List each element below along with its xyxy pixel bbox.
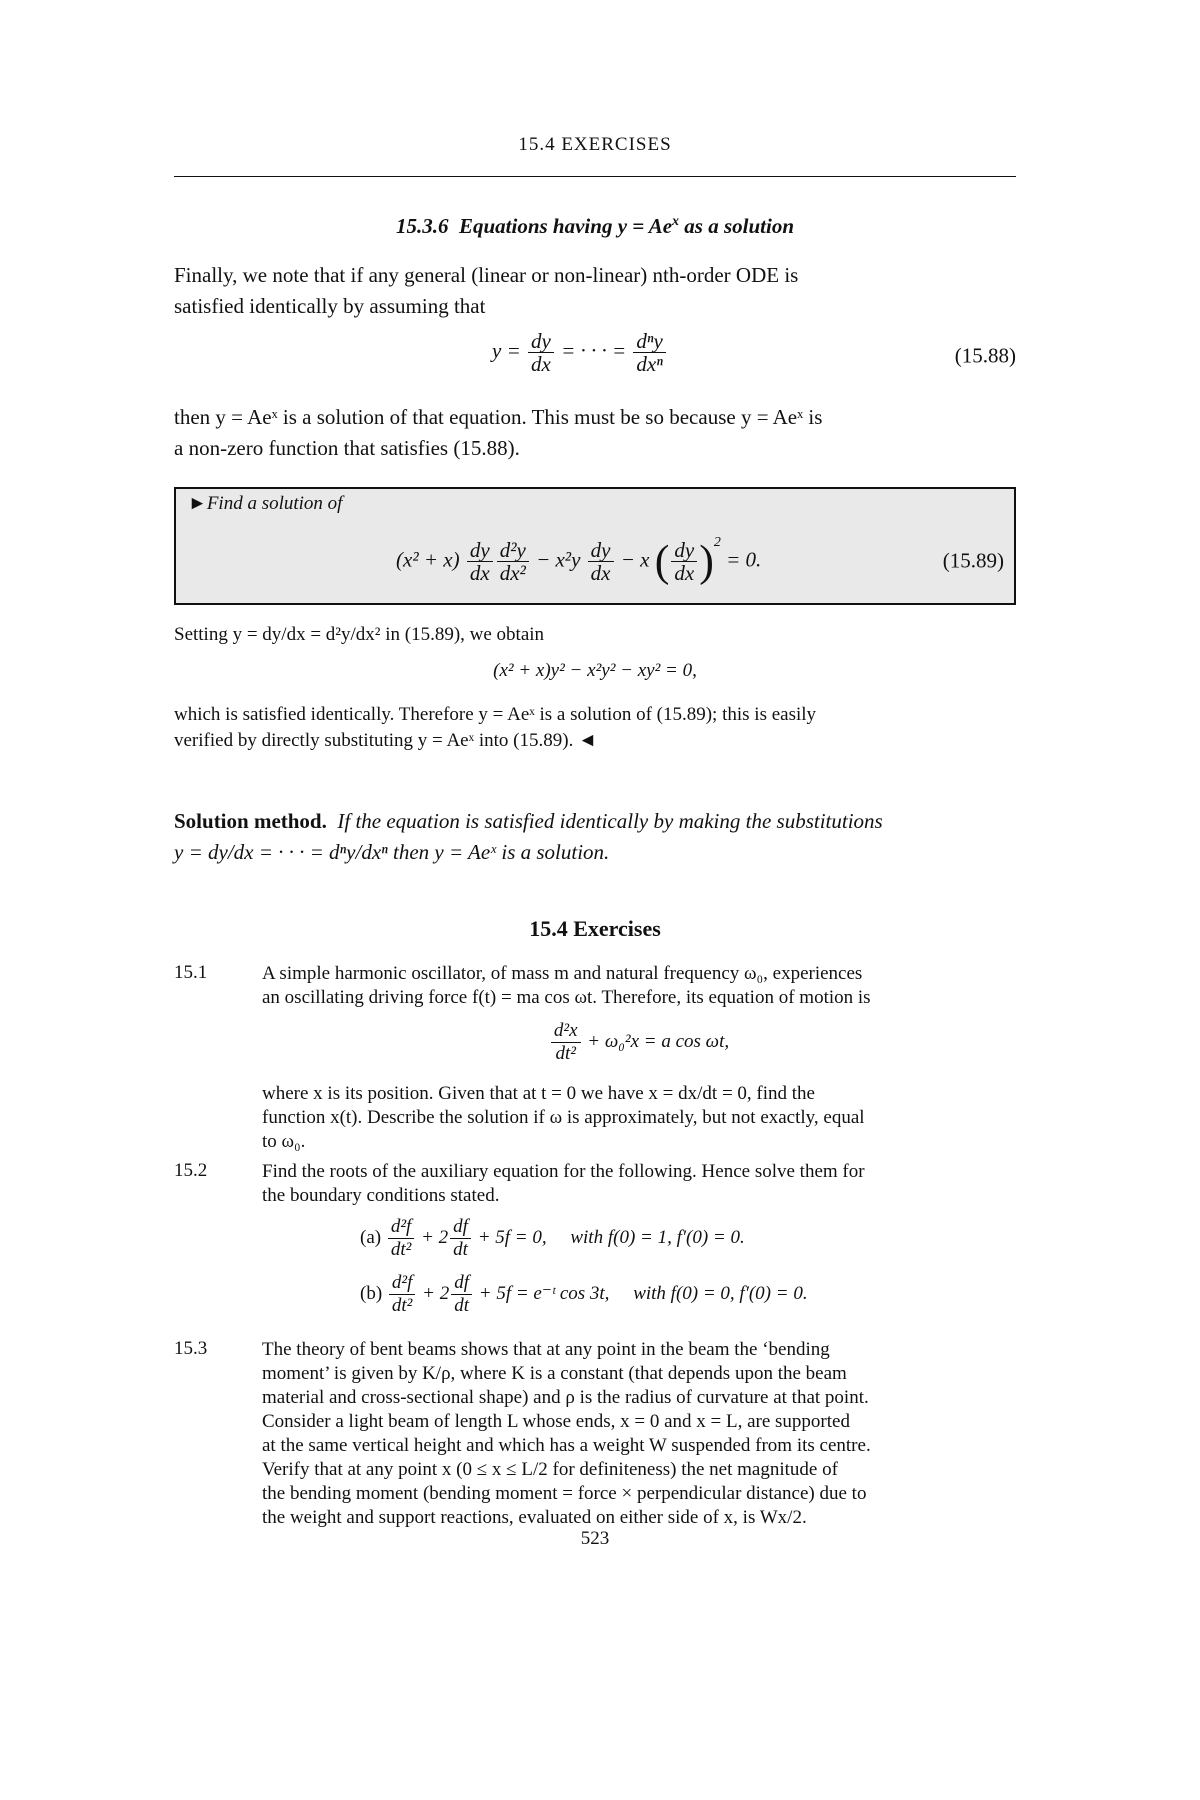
intro-after-line-1: then y = Aeˣ is a solution of that equation. This must be so because y = Aeˣ is [174, 405, 823, 429]
running-head: 15.4 EXERCISES [518, 134, 672, 155]
part-a-fraction-2 [450, 1216, 471, 1261]
eq89-number: (15.89) [942, 548, 1004, 573]
eq89-fraction-1 [467, 539, 493, 584]
eq88-lhs: y = [492, 338, 521, 363]
part-a-frac2-numerator: df [450, 1216, 471, 1239]
method-line-1 [174, 806, 1016, 837]
eq89-frac4-numerator: dy [671, 539, 697, 562]
method-text-2: y = dy/dx = · · · = dⁿy/dxⁿ then y = Aeˣ is a solution. [174, 840, 610, 864]
eq89-fraction-4 [671, 539, 697, 584]
subsection-title-math: y = Ae [617, 214, 673, 238]
subsection-title-sup: x [672, 214, 680, 229]
ex1-equation [549, 1020, 730, 1064]
exercise-15-3-line-5: at the same vertical height and which has a weight W suspended from its centre. [262, 1435, 871, 1456]
exercise-15-2-line-1: Find the roots of the auxiliary equation for the following. Hence solve them for [262, 1161, 865, 1182]
eq88-fraction-1 [528, 330, 554, 375]
ex1-frac-denominator: dt² [555, 1043, 576, 1064]
eq89-fraction-2 [497, 539, 529, 584]
eq88-middle: = · · · = [561, 338, 627, 363]
intro-paragraph [174, 260, 1016, 322]
eq89-frac2-denominator: dx² [499, 561, 526, 585]
eq88-frac2-numerator: dⁿy [633, 330, 665, 353]
intro-line-2: satisfied identically by assuming that [174, 294, 486, 318]
ex1-frac-numerator: d²x [551, 1020, 581, 1043]
exercise-15-3-line-1: The theory of bent beams shows that at any point in the beam the ‘bending [262, 1339, 830, 1360]
exercise-15-2-line-2: the boundary conditions stated. [262, 1185, 500, 1206]
part-b-frac2-numerator: df [451, 1272, 472, 1295]
part-a-mid: + 2 [421, 1226, 449, 1248]
part-b-label: (b) [360, 1282, 383, 1304]
exercise-15-3-line-2: moment’ is given by K/ρ, where K is a constant (that depends upon the beam [262, 1363, 847, 1384]
exercises-heading: 15.4 Exercises [529, 916, 661, 941]
header-rule [174, 176, 1016, 177]
example-prompt-text: Find a solution of [206, 493, 343, 514]
part-b-frac1-numerator: d²f [389, 1272, 415, 1295]
ex1-equation-rest: + ω₀²x = a cos ωt, [587, 1030, 730, 1052]
worked-example-box [174, 487, 1016, 605]
part-b-fraction-1 [389, 1272, 415, 1317]
exercise-15-1-line-1: A simple harmonic oscillator, of mass m and natural frequency ω₀, experiences [262, 963, 863, 984]
eq89-expression [396, 535, 762, 586]
intro-continuation [174, 402, 1016, 464]
part-a-label: (a) [360, 1226, 382, 1248]
eq89-power: 2 [713, 535, 721, 551]
working-line-3: verified by directly substituting y = Aeˣ into (15.89). [174, 730, 574, 751]
method-text-1: If the equation is satisfied identically by making the substitutions [337, 809, 883, 833]
part-a-frac2-denominator: dt [453, 1239, 468, 1260]
part-b-mid: + 2 [422, 1282, 450, 1304]
eq89-left-paren: ( [654, 536, 670, 586]
equation-15-88 [174, 326, 1016, 386]
eq88-frac1-denominator: dx [531, 352, 551, 376]
method-label: Solution method. [174, 809, 327, 833]
subsection-title-prefix: Equations having [458, 214, 618, 238]
eq89-frac1-denominator: dx [469, 561, 490, 585]
eq89-frac1-numerator: dy [467, 539, 493, 562]
part-a-fraction-1 [388, 1216, 414, 1261]
page-number: 523 [580, 1528, 610, 1549]
exercise-15-3-line-7: the bending moment (bending moment = force × perpendicular distance) due to [262, 1483, 867, 1504]
part-b-rest: + 5f = e⁻ᵗ cos 3t, [478, 1282, 610, 1304]
eq89-frac4-denominator: dx [674, 561, 695, 585]
example-end-marker: ◄ [578, 730, 597, 751]
part-b-frac2-denominator: dt [454, 1295, 469, 1316]
subsection-heading [174, 214, 1016, 239]
part-b-condition: with f(0) = 0, f′(0) = 0. [633, 1282, 808, 1304]
working-conclusion [174, 702, 1016, 754]
intro-after-line-2: a non-zero function that satisfies (15.88). [174, 436, 520, 460]
exercise-15-1-after-3: to ω₀. [262, 1131, 306, 1152]
subsection-title-suffix: as a solution [679, 214, 795, 238]
eq89-part-2: − x²y [536, 547, 581, 572]
exercise-15-2-part-b [360, 1272, 980, 1317]
eq89-frac2-numerator: d²y [497, 539, 529, 562]
example-prompt [188, 493, 342, 515]
exercise-15-2-text [262, 1160, 1016, 1208]
exercise-15-1-text [262, 962, 1016, 1010]
exercise-number-15-2: 15.2 [174, 1160, 208, 1181]
exercise-15-3-text [262, 1338, 1016, 1530]
eq89-right-paren: ) [699, 536, 714, 586]
exercise-15-3-line-8: the weight and support reactions, evaluated on either side of x, is Wx/2. [262, 1507, 807, 1528]
exercise-15-1-after-2: function x(t). Describe the solution if ω is approximately, but not exactly, equal [262, 1107, 865, 1128]
working-line-3-wrap [174, 728, 1016, 754]
part-a-condition: with f(0) = 1, f′(0) = 0. [570, 1226, 745, 1248]
example-start-marker: ► [188, 493, 207, 514]
exercise-15-1-followup [262, 1082, 1016, 1154]
exercise-number-15-3: 15.3 [174, 1338, 208, 1359]
equation-15-89 [176, 531, 1014, 591]
exercise-15-3-line-4: Consider a light beam of length L whose ends, x = 0 and x = L, are supported [262, 1411, 850, 1432]
working-display-equation: (x² + x)y² − x²y² − xy² = 0, [493, 660, 697, 681]
eq89-fraction-3 [588, 539, 614, 584]
exercise-15-3-line-6: Verify that at any point x (0 ≤ x ≤ L/2 for definiteness) the net magnitude of [262, 1459, 838, 1480]
exercise-15-1-line-2: an oscillating driving force f(t) = ma cos ωt. Therefore, its equation of motion is [262, 987, 871, 1008]
exercise-15-1-equation [262, 1020, 1016, 1065]
working-line-2: which is satisfied identically. Therefore y = Aeˣ is a solution of (15.89); this is easily [174, 704, 817, 725]
eq89-frac3-numerator: dy [588, 539, 614, 562]
eq89-frac3-denominator: dx [590, 561, 611, 585]
part-a-frac1-numerator: d²f [388, 1216, 414, 1239]
eq88-number: (15.88) [954, 343, 1016, 368]
part-a-rest: + 5f = 0, [477, 1226, 547, 1248]
eq88-frac1-numerator: dy [528, 330, 554, 353]
working-display [174, 660, 1016, 682]
ex1-fraction [551, 1020, 581, 1065]
exercise-15-3-line-3: material and cross-sectional shape) and ρ is the radius of curvature at that point. [262, 1387, 869, 1408]
intro-line-1: Finally, we note that if any general (linear or non-linear) nth-order ODE is [174, 263, 799, 287]
eq89-part-3: − x [620, 547, 650, 572]
eq89-part-1: (x² + x) [396, 547, 460, 572]
exercise-number-15-1: 15.1 [174, 962, 208, 983]
part-b-fraction-2 [451, 1272, 472, 1317]
eq88-frac2-denominator: dxⁿ [636, 352, 663, 376]
part-b-frac1-denominator: dt² [391, 1295, 413, 1316]
solution-method [174, 806, 1016, 868]
eq89-part-4: = 0. [726, 547, 762, 572]
working-line-1: Setting y = dy/dx = d²y/dx² in (15.89), we obtain [174, 624, 545, 645]
eq88-fraction-2 [633, 330, 665, 375]
exercise-15-1-after-1: where x is its position. Given that at t = 0 we have x = dx/dt = 0, find the [262, 1083, 815, 1104]
part-a-frac1-denominator: dt² [390, 1239, 412, 1260]
subsection-number: 15.3.6 [395, 214, 449, 238]
exercise-15-2-part-a [360, 1216, 960, 1261]
